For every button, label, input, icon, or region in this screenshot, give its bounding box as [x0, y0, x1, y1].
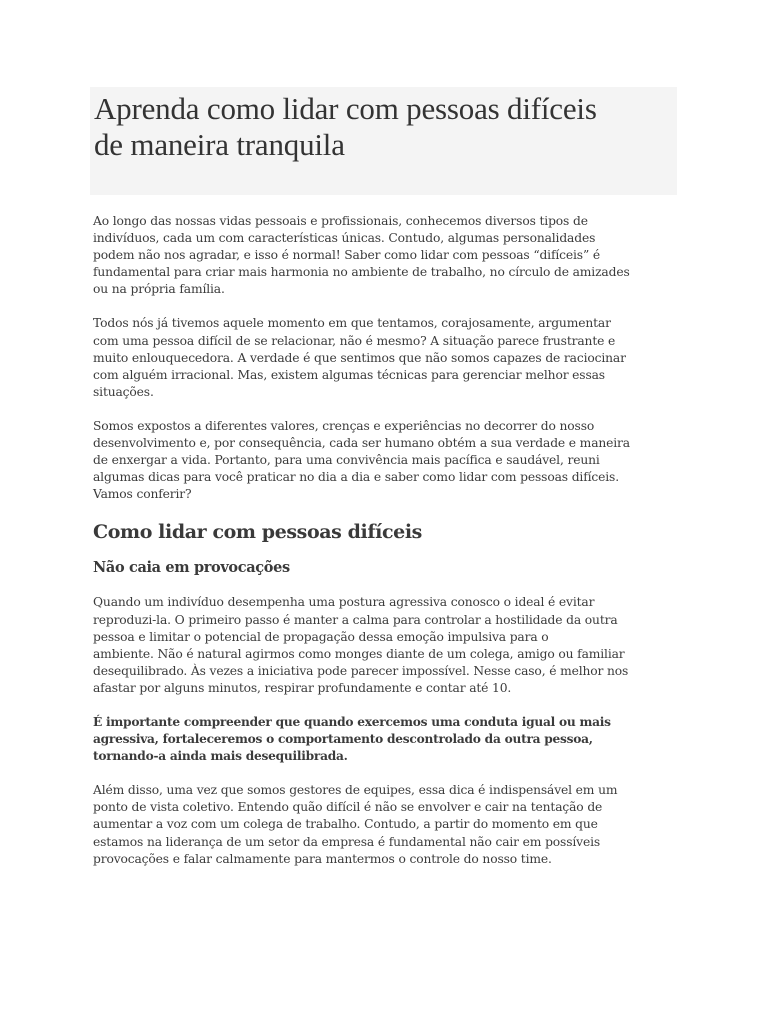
text-line: Vamos conferir? — [93, 487, 192, 502]
text-line: Quando um indivíduo desempenha uma postura agressiva conosco o ideal é evitar — [93, 595, 595, 610]
text-line: É importante compreender que quando exercemos uma conduta igual ou mais — [93, 714, 611, 729]
text-line: aumentar a voz com um colega de trabalho. Contudo, a partir do momento em que — [93, 817, 598, 832]
text-line: tornando-a ainda mais desequilibrada. — [93, 749, 348, 764]
text-line: afastar por alguns minutos, respirar profundamente e contar até 10. — [93, 680, 512, 695]
page-title — [90, 87, 677, 163]
section-paragraph-1 — [93, 594, 673, 697]
text-line: com alguém irracional. Mas, existem algumas técnicas para gerenciar melhor essas — [93, 367, 605, 382]
text-line: com uma pessoa difícil de se relacionar, não é mesmo? A situação parece frustrante e — [93, 333, 616, 348]
text-line: agressiva, fortaleceremos o comportamento descontrolado da outra pessoa, — [93, 732, 593, 747]
text-line: Todos nós já tivemos aquele momento em que tentamos, corajosamente, argumentar — [93, 316, 611, 331]
intro-paragraph-3 — [93, 418, 673, 503]
text-line: de enxergar a vida. Portanto, para uma convivência mais pacífica e saudável, reuni — [93, 453, 600, 468]
closing-paragraph — [93, 782, 673, 867]
text-line: indivíduos, cada um com características únicas. Contudo, algumas personalidades — [93, 231, 596, 246]
text-line: provocações e falar calmamente para mantermos o controle do nosso time. — [93, 851, 552, 866]
bold-paragraph — [93, 714, 673, 765]
title-line: Aprenda como lidar com pessoas difíceis — [94, 91, 597, 126]
text-line: Além disso, uma vez que somos gestores de equipes, essa dica é indispensável em um — [93, 783, 618, 798]
text-line: algumas dicas para você praticar no dia a dia e saber como lidar com pessoas difíceis. — [93, 470, 619, 485]
text-line: Ao longo das nossas vidas pessoais e profissionais, conhecemos diversos tipos de — [93, 214, 588, 228]
text-line: Somos expostos a diferentes valores, crenças e experiências no decorrer do nosso — [93, 418, 595, 433]
text-line: situações. — [93, 384, 154, 399]
title-banner — [90, 87, 677, 195]
title-line: de maneira tranquila — [94, 127, 345, 162]
intro-paragraph-1 — [93, 213, 673, 298]
text-line: muito enlouquecedora. A verdade é que sentimos que não somos capazes de raciocinar — [93, 350, 626, 365]
subsection-heading: Não caia em provocações — [93, 559, 290, 577]
text-line: pessoa e limitar o potencial de propagação dessa emoção impulsiva para o — [93, 629, 549, 644]
intro-paragraph-2 — [93, 315, 673, 400]
text-line: reproduzi-la. O primeiro passo é manter a calma para controlar a hostilidade da outra — [93, 612, 618, 627]
text-line: estamos na liderança de um setor da empresa é fundamental não cair em possíveis — [93, 834, 601, 849]
text-line: ponto de vista coletivo. Entendo quão difícil é não se envolver e cair na tentação de — [93, 800, 603, 815]
section-heading: Como lidar com pessoas difíceis — [93, 521, 422, 544]
text-line: podem não nos agradar, e isso é normal! Saber como lidar com pessoas “difíceis” é — [93, 248, 600, 263]
text-line: ou na própria família. — [93, 282, 225, 297]
text-line: ambiente. Não é natural agirmos como monges diante de um colega, amigo ou familiar — [93, 646, 625, 661]
text-line: fundamental para criar mais harmonia no ambiente de trabalho, no círculo de amizades — [93, 265, 630, 280]
article-body — [93, 213, 673, 885]
text-line: desenvolvimento e, por consequência, cada ser humano obtém a sua verdade e maneira — [93, 436, 630, 451]
text-line: desequilibrado. Às vezes a iniciativa pode parecer impossível. Nesse caso, é melhor nos — [93, 663, 629, 678]
